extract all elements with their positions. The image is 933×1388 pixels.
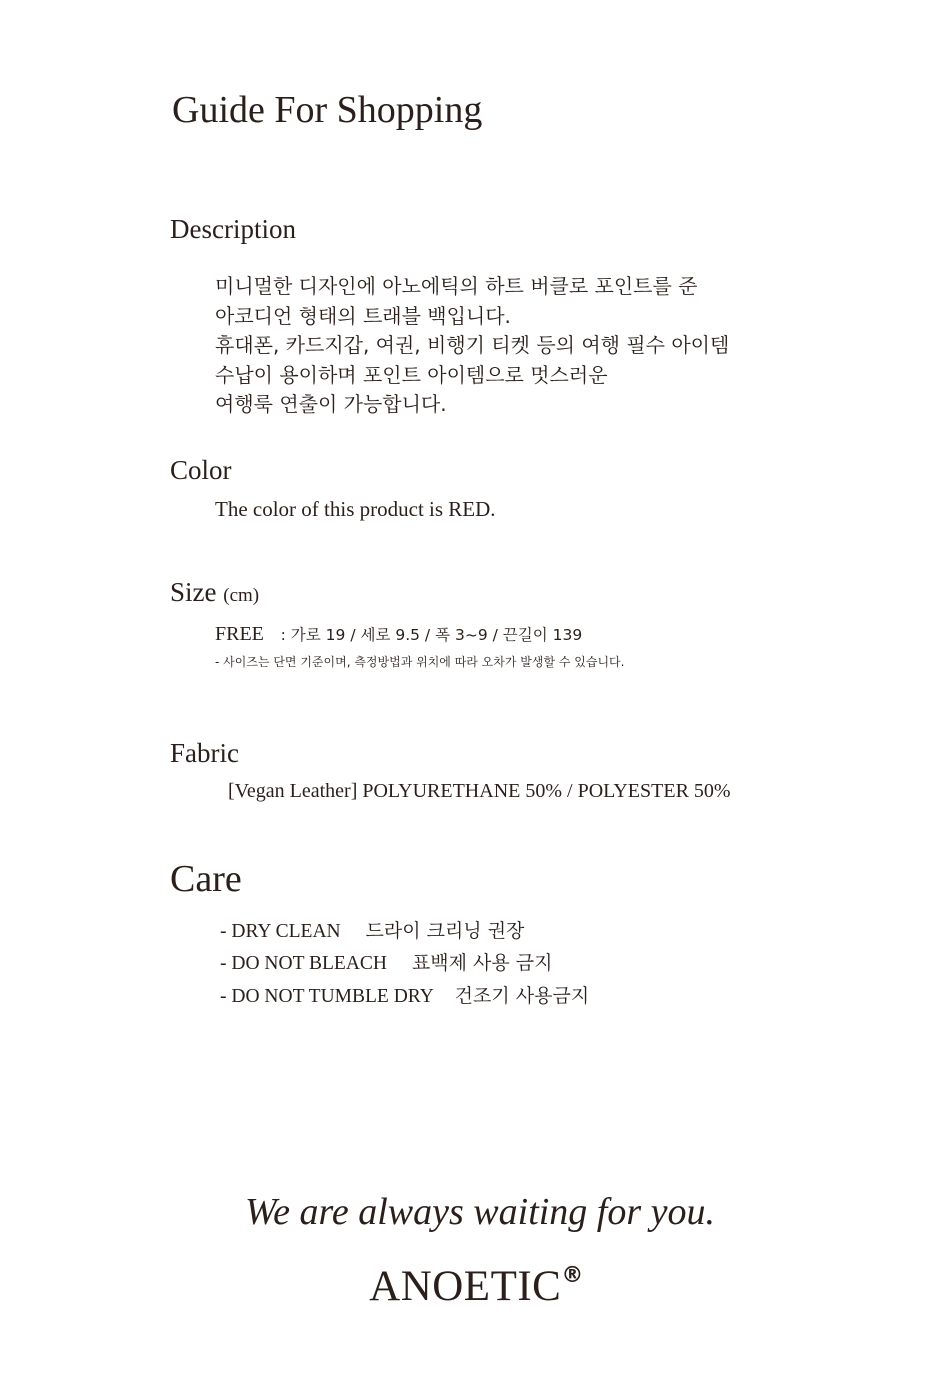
size-note: - 사이즈는 단면 기준이며, 측정방법과 위치에 따라 오차가 발생할 수 있습니다. <box>215 655 625 669</box>
care-item-korean: 표백제 사용 금지 <box>411 952 553 974</box>
brand-name: ANOETIC <box>369 1263 562 1310</box>
description-line: 수납이 용이하며 포인트 아이템으로 멋스러운 <box>215 362 608 387</box>
description-line: 여행룩 연출이 가능합니다. <box>215 392 447 416</box>
registered-mark: ® <box>561 1263 584 1288</box>
brand-logo <box>0 1262 933 1311</box>
size-values: : 가로 19 / 세로 9.5 / 폭 3~9 / 끈길이 139 <box>280 626 583 644</box>
care-item-english: - DO NOT TUMBLE DRY <box>220 986 434 1007</box>
size-label: FREE <box>215 623 264 645</box>
color-heading: Color <box>170 455 232 485</box>
care-heading: Care <box>170 858 242 900</box>
care-item-no-tumble-dry <box>220 981 589 1008</box>
description-line: 휴대폰, 카드지갑, 여권, 비행기 티켓 등의 여행 필수 아이템 <box>215 333 730 357</box>
description-line: 아코디언 형태의 트래블 백입니다. <box>215 303 511 328</box>
size-heading <box>170 577 259 608</box>
footer-tagline: We are always waiting for you. <box>244 1191 716 1233</box>
care-item-dry-clean <box>220 916 524 943</box>
color-text: The color of this product is RED. <box>215 497 496 521</box>
care-item-korean: 건조기 사용금지 <box>454 985 590 1007</box>
fabric-text: [Vegan Leather] POLYURETHANE 50% / POLYESTER 50% <box>228 780 731 802</box>
fabric-heading: Fabric <box>170 738 239 768</box>
page-title: Guide For Shopping <box>172 89 483 131</box>
care-item-english: - DRY CLEAN <box>220 921 341 942</box>
care-item-english: - DO NOT BLEACH <box>220 953 388 974</box>
care-item-no-bleach <box>220 948 552 975</box>
size-heading-label: Size <box>170 577 217 607</box>
care-item-korean: 드라이 크리닝 권장 <box>365 920 525 942</box>
description-line: 미니멀한 디자인에 아노에틱의 하트 버클로 포인트를 준 <box>215 274 698 298</box>
description-body <box>215 272 729 420</box>
size-unit: (cm) <box>223 585 260 606</box>
size-line <box>215 623 582 646</box>
description-heading: Description <box>170 214 296 244</box>
